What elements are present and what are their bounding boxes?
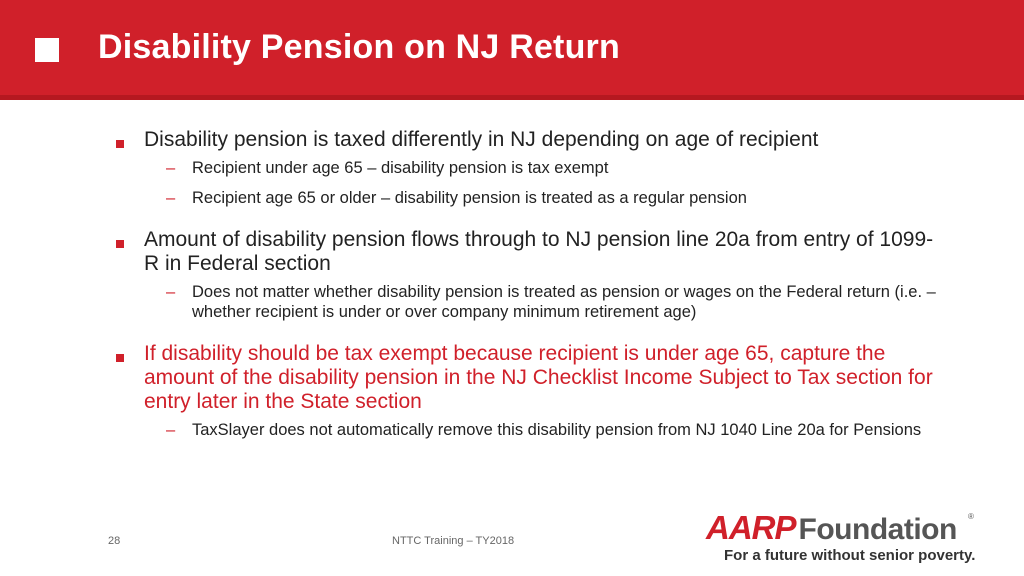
sub-bullet-item: [144, 420, 940, 440]
square-bullet-icon: [35, 38, 59, 62]
bullet-item: [110, 128, 940, 208]
dash-icon: –: [166, 421, 176, 439]
page-number: 28: [108, 535, 121, 547]
sub-bullet-item: [144, 282, 940, 322]
dash-icon: –: [166, 189, 176, 207]
dash-icon: –: [166, 159, 176, 177]
logo-tagline: For a future without senior poverty.: [724, 547, 976, 564]
slide-title: Disability Pension on NJ Return: [98, 28, 620, 66]
sub-bullet-item: [144, 158, 940, 178]
sub-bullet-text: Does not matter whether disability pension is treated as pension or wages on the Federal return (i.e. – whether recipient is under or over company minimum retirement age): [192, 283, 936, 321]
sub-bullet-text: Recipient age 65 or older – disability pension is treated as a regular pension: [192, 189, 747, 207]
sub-bullet-item: [144, 188, 940, 208]
registered-mark: ®: [968, 512, 974, 521]
dash-icon: –: [166, 283, 176, 301]
bullet-item: [110, 228, 940, 322]
square-bullet-icon: [116, 140, 124, 148]
aarp-foundation-logo: [706, 510, 986, 570]
slide-content: [110, 128, 940, 450]
bullet-text: Amount of disability pension flows through to NJ pension line 20a from entry of 1099-R in Federal section: [144, 228, 934, 275]
footer-text: NTTC Training – TY2018: [392, 535, 515, 547]
square-bullet-icon: [116, 240, 124, 248]
square-bullet-icon: [116, 354, 124, 362]
logo-name: Foundation: [798, 513, 957, 546]
sub-bullet-text: TaxSlayer does not automatically remove this disability pension from NJ 1040 Line 20a for Pensions: [192, 421, 922, 439]
title-bar: [0, 0, 1024, 100]
bullet-item: [110, 342, 940, 440]
bullet-text: Disability pension is taxed differently in NJ depending on age of recipient: [144, 128, 819, 151]
bullet-text-highlight: If disability should be tax exempt because recipient is under age 65, capture the amount of the disability pension in the NJ Checklist Income Subject to Tax section for entry later in the State section: [144, 342, 933, 413]
sub-bullet-text: Recipient under age 65 – disability pension is tax exempt: [192, 159, 609, 177]
logo-brand: AARP: [706, 509, 796, 546]
